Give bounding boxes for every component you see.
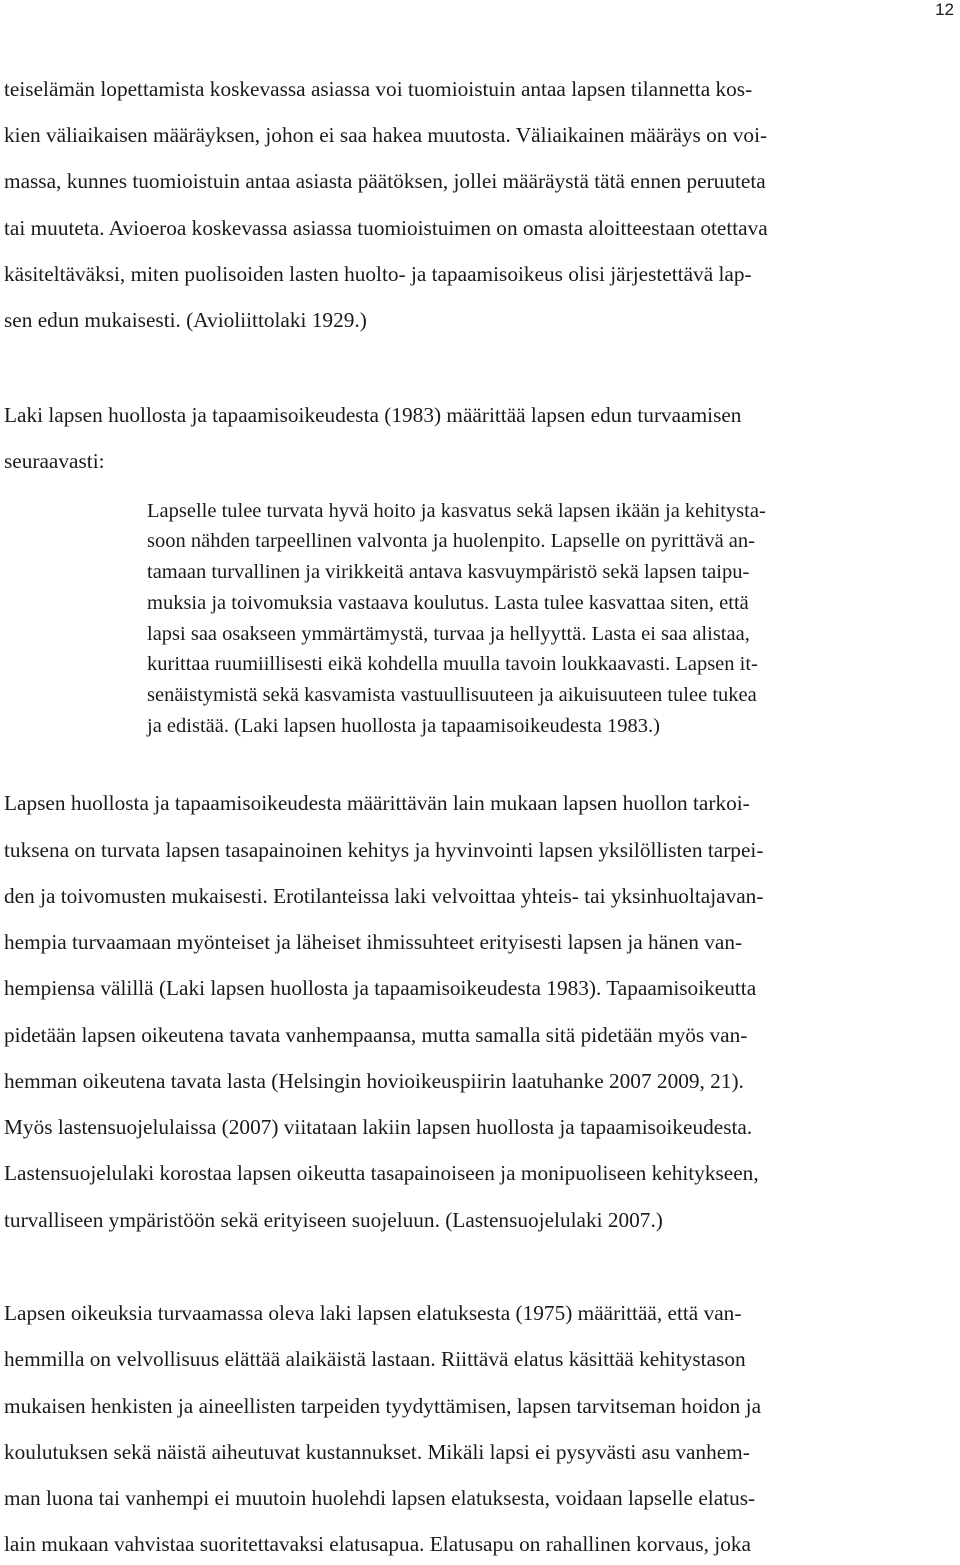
quote-line: muksia ja toivomuksia vastaava koulutus. Lasta tulee kasvattaa siten, että xyxy=(147,592,749,614)
text-line: Lapsen huollosta ja tapaamisoikeudesta määrittävän lain mukaan lapsen huollon tarkoi- xyxy=(4,791,750,815)
text-line: Lapsen oikeuksia turvaamassa oleva laki lapsen elatuksesta (1975) määrittää, että van- xyxy=(4,1301,742,1325)
text-line: Laki lapsen huollosta ja tapaamisoikeudesta (1983) määrittää lapsen edun turvaamisen xyxy=(4,403,742,427)
text-line: tai muuteta. Avioeroa koskevassa asiassa tuomioistuimen on omasta aloitteestaan otettava xyxy=(4,216,768,240)
text-line: lain mukaan vahvistaa suoritettavaksi elatusapua. Elatusapu on rahallinen korvaus, joka xyxy=(4,1532,751,1556)
text-line: pidetään lapsen oikeutena tavata vanhempaansa, mutta samalla sitä pidetään myös van- xyxy=(4,1023,748,1047)
text-line: kien väliaikaisen määräyksen, johon ei saa hakea muutosta. Väliaikainen määräys on voi- xyxy=(4,123,768,147)
text-line: turvalliseen ympäristöön sekä erityiseen suojeluun. (Lastensuojelulaki 2007.) xyxy=(4,1208,663,1232)
text-line: käsiteltäväksi, miten puolisoiden lasten huolto- ja tapaamisoikeus olisi järjestettävä lap- xyxy=(4,262,752,286)
text-line: Lastensuojelulaki korostaa lapsen oikeutta tasapainoiseen ja monipuoliseen kehitykseen, xyxy=(4,1161,759,1185)
text-line: koulutuksen sekä näistä aiheutuvat kustannukset. Mikäli lapsi ei pysyvästi asu vanhem- xyxy=(4,1440,750,1464)
text-line: seuraavasti: xyxy=(4,449,105,473)
quote-line: ja edistää. (Laki lapsen huollosta ja tapaamisoikeudesta 1983.) xyxy=(147,715,660,737)
text-line: mukaisen henkisten ja aineellisten tarpeiden tyydyttämisen, lapsen tarvitseman hoidon ja xyxy=(4,1394,762,1418)
quote-line: Lapselle tulee turvata hyvä hoito ja kasvatus sekä lapsen ikään ja kehitysta- xyxy=(147,500,766,522)
text-line: den ja toivomusten mukaisesti. Erotilanteissa laki velvoittaa yhteis- tai yksinhuoltajavan- xyxy=(4,884,764,908)
quote-line: senäistymistä sekä kasvamista vastuullisuuteen ja aikuisuuteen tulee tukea xyxy=(147,684,757,706)
text-line: hempia turvaamaan myönteiset ja läheiset ihmissuhteet erityisesti lapsen ja hänen van- xyxy=(4,930,743,954)
quote-line: soon nähden tarpeellinen valvonta ja huolenpito. Lapselle on pyrittävä an- xyxy=(147,530,755,552)
quote-line: lapsi saa osakseen ymmärtämystä, turvaa ja hellyyttä. Lasta ei saa alistaa, xyxy=(147,623,750,645)
text-line: tuksena on turvata lapsen tasapainoinen kehitys ja hyvinvointi lapsen yksilöllisten tarpei- xyxy=(4,838,764,862)
text-line: teiselämän lopettamista koskevassa asiassa voi tuomioistuin antaa lapsen tilannetta kos- xyxy=(4,77,753,101)
text-line: massa, kunnes tuomioistuin antaa asiasta päätöksen, jollei määräystä tätä ennen peruuteta xyxy=(4,169,766,193)
text-line: Myös lastensuojelulaissa (2007) viitataan lakiin lapsen huollosta ja tapaamisoikeudesta. xyxy=(4,1115,753,1139)
text-line: sen edun mukaisesti. (Avioliittolaki 1929.) xyxy=(4,308,367,332)
text-line: man luona tai vanhempi ei muutoin huolehdi lapsen elatuksesta, voidaan lapselle elatus- xyxy=(4,1486,756,1510)
text-line: hemmilla on velvollisuus elättää alaikäistä lastaan. Riittävä elatus käsittää kehitystason xyxy=(4,1347,746,1371)
text-line: hemman oikeutena tavata lasta (Helsingin hovioikeuspiirin laatuhanke 2007 2009, 21). xyxy=(4,1069,744,1093)
text-line: hempiensa välillä (Laki lapsen huollosta ja tapaamisoikeudesta 1983). Tapaamisoikeutta xyxy=(4,976,757,1000)
quote-line: tamaan turvallinen ja virikkeitä antava kasvuympäristö sekä lapsen taipu- xyxy=(147,561,750,583)
page-number: 12 xyxy=(935,0,954,19)
quote-line: kurittaa ruumiillisesti eikä kohdella muulla tavoin loukkaavasti. Lapsen it- xyxy=(147,653,758,675)
